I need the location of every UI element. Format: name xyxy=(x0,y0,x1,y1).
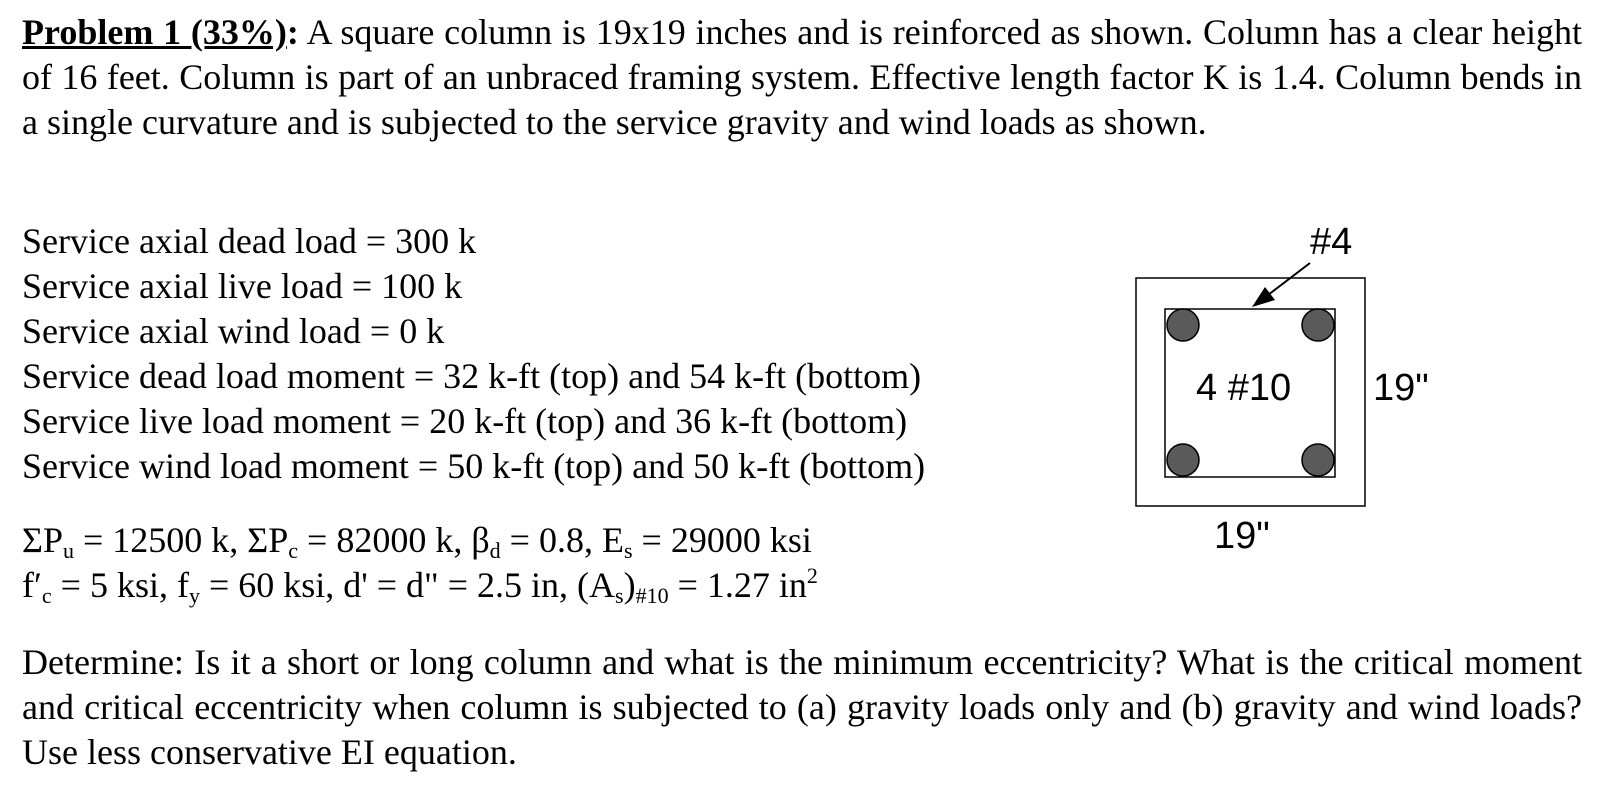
param-text: = 5 ksi, f xyxy=(51,565,189,605)
param-subscript: u xyxy=(62,538,74,563)
tie-leader-arrowhead xyxy=(1252,287,1275,307)
param-text: = 12500 k, ΣP xyxy=(73,520,289,560)
problem-description: A square column is 19x19 inches and is reinforced as shown. Column has a clear height of 16 feet. Column is part of an unbraced framing system. Effective length factor K is 1.4. Column bends in a single curvature and is subjected to the service gravity and wind loads as shown. xyxy=(22,12,1582,142)
param-text: = 29000 ksi xyxy=(632,520,812,560)
rebar-bottom-right xyxy=(1302,444,1334,476)
param-subscript: c xyxy=(41,583,52,608)
service-loads-list xyxy=(22,219,925,489)
parameters-line-2 xyxy=(22,563,818,608)
param-subscript: s xyxy=(615,583,624,608)
param-subscript: d xyxy=(489,538,501,563)
height-dimension-label: 19" xyxy=(1373,367,1429,409)
rebar-label: 4 #10 xyxy=(1196,367,1292,409)
load-line-wind-moment: Service wind load moment = 50 k-ft (top) and 50 k-ft (bottom) xyxy=(22,446,926,486)
tie-label: #4 xyxy=(1310,221,1353,263)
param-subscript: y xyxy=(188,583,200,608)
param-subscript: s xyxy=(623,538,633,563)
param-text: ΣP xyxy=(22,520,63,560)
load-line-axial-wind: Service axial wind load = 0 k xyxy=(22,311,445,351)
problem-title-colon: : xyxy=(286,12,299,52)
rebar-top-right xyxy=(1302,309,1334,341)
param-text: f xyxy=(22,565,34,605)
param-text: = 82000 k, β xyxy=(298,520,490,560)
determine-question: Determine: Is it a short or long column and what is the minimum eccentricity? What is the critical moment and critical eccentricity when column is subjected to (a) gravity loads only and (b) gravity and wind loads? Use less conservative EI equation. xyxy=(22,642,1582,772)
param-text: = 1.27 in xyxy=(668,565,807,605)
load-line-dead-moment: Service dead load moment = 32 k-ft (top) and 54 k-ft (bottom) xyxy=(22,356,922,396)
param-subscript: #10 xyxy=(635,583,669,608)
rebar-bottom-left xyxy=(1167,444,1199,476)
parameters-line-1 xyxy=(22,518,818,563)
param-text: = 60 ksi, d' = d" = 2.5 in, (A xyxy=(199,565,616,605)
design-parameters xyxy=(22,518,818,608)
param-text: ) xyxy=(623,565,636,605)
load-line-live-moment: Service live load moment = 20 k-ft (top) and 36 k-ft (bottom) xyxy=(22,401,908,441)
rebar-top-left xyxy=(1167,309,1199,341)
problem-title: Problem 1 (33%) xyxy=(22,12,287,52)
width-dimension-label: 19" xyxy=(1214,515,1270,557)
param-subscript: c xyxy=(288,538,299,563)
load-line-axial-live: Service axial live load = 100 k xyxy=(22,266,463,306)
load-line-axial-dead: Service axial dead load = 300 k xyxy=(22,221,477,261)
param-superscript: 2 xyxy=(806,563,818,588)
param-prime: ′ xyxy=(34,565,42,605)
problem-statement xyxy=(22,10,1582,145)
tie-leader-line xyxy=(1268,263,1310,295)
column-section-figure xyxy=(1120,215,1480,565)
param-text: = 0.8, E xyxy=(500,520,624,560)
